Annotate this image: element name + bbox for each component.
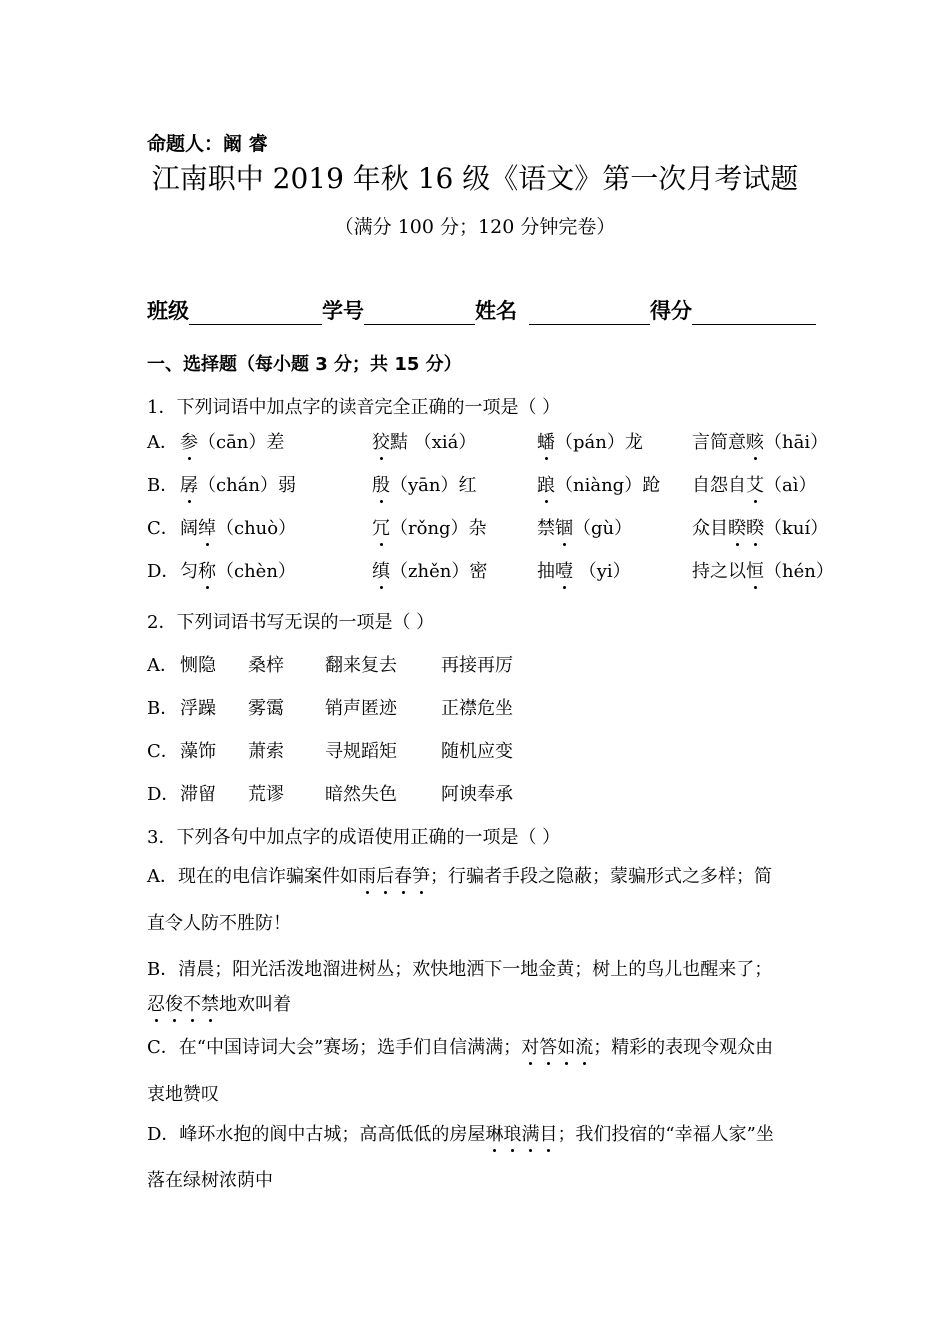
question-3-option-d: D．峰环水抱的阆中古城；高高低低的房屋琳琅满目；我们投宿的“幸福人家”坐 [147, 1124, 774, 1145]
option-label: A． [147, 432, 178, 453]
dotted-character: 蟠 [537, 432, 555, 453]
word-item: 阿谀奉承 [441, 784, 513, 805]
dotted-character: 参 [180, 432, 198, 453]
dotted-character: 睽睽 [728, 518, 764, 539]
option-label: B． [147, 475, 179, 496]
dotted-character: 孱 [180, 475, 198, 496]
word-pinyin-item: 匀称（chèn） [180, 561, 296, 582]
word-item: 恻隐 [180, 655, 216, 676]
score-blank[interactable] [692, 297, 816, 325]
option-label: D． [147, 561, 180, 582]
word-item: 萧索 [248, 741, 284, 762]
question-1-stem: 1．下列词语中加点字的读音完全正确的一项是（ ） [147, 397, 561, 418]
dotted-idiom: 琳琅满目 [485, 1124, 558, 1145]
dotted-character: 噎 [555, 561, 573, 582]
word-item: 荒谬 [248, 784, 284, 805]
name-label: 姓名 [475, 299, 517, 323]
word-pinyin-item: 参（cān）差 [180, 432, 285, 453]
dotted-character: 艾 [746, 475, 764, 496]
word-pinyin-item: 殷（yān）红 [372, 475, 477, 496]
dotted-character: 恒 [746, 561, 764, 582]
word-item: 翻来复去 [325, 655, 397, 676]
word-pinyin-item: 持之以恒（hén） [692, 561, 834, 582]
dotted-character: 锢 [555, 518, 573, 539]
dotted-character: 称 [198, 561, 216, 582]
class-label: 班级 [147, 299, 189, 323]
exam-title: 江南职中 2019 年秋 16 级《语文》第一次月考试题 [151, 162, 799, 195]
word-item: 再接再厉 [441, 655, 513, 676]
question-3-stem: 3．下列各句中加点字的成语使用正确的一项是（ ） [147, 827, 561, 848]
word-pinyin-item: 蟠（pán）龙 [537, 432, 643, 453]
student-info-line [147, 295, 816, 325]
question-3-option-a: A．现在的电信诈骗案件如雨后春笋；行骗者手段之隐蔽；蒙骗形式之多样；简 [147, 866, 772, 887]
score-label: 得分 [650, 299, 692, 323]
word-pinyin-item: 抽噎 （yi） [537, 561, 631, 582]
word-pinyin-item: 言简意赅（hāi） [692, 432, 829, 453]
question-3-option-d-cont: 落在绿树浓荫中 [147, 1170, 273, 1191]
question-3-option-b: B．清晨；阳光活泼地溜进树丛；欢快地洒下一地金黄；树上的鸟儿也醒来了； [147, 959, 773, 980]
dotted-character: 殷 [372, 475, 390, 496]
word-item: 雾霭 [248, 698, 284, 719]
dotted-character: 缜 [372, 561, 390, 582]
dotted-character: 狡 [372, 432, 390, 453]
class-blank[interactable] [189, 297, 322, 325]
dotted-idiom: 对答如流 [521, 1037, 594, 1058]
word-pinyin-item: 阔绰（chuò） [180, 518, 297, 539]
word-item: 浮躁 [180, 698, 216, 719]
word-pinyin-item: 自怨自艾（aì） [692, 475, 817, 496]
student-id-blank[interactable] [364, 297, 475, 325]
word-item: 正襟危坐 [441, 698, 513, 719]
question-3-option-a-cont: 直令人防不胜防！ [147, 913, 291, 934]
word-item: 桑梓 [248, 655, 284, 676]
word-pinyin-item: 孱（chán）弱 [180, 475, 296, 496]
option-label: C． [147, 741, 179, 762]
word-pinyin-item: 狡黠 （xiá） [372, 432, 477, 453]
dotted-idiom: 雨后春笋 [358, 866, 430, 887]
option-label: A． [147, 655, 178, 676]
dotted-character: 踉 [537, 475, 555, 496]
question-3-option-c: C．在“中国诗词大会”赛场；选手们自信满满；对答如流；精彩的表现令观众由 [147, 1037, 774, 1058]
option-label: C． [147, 518, 179, 539]
word-item: 暗然失色 [325, 784, 397, 805]
dotted-character: 冗 [372, 518, 390, 539]
name-blank[interactable] [529, 297, 650, 325]
word-item: 藻饰 [180, 741, 216, 762]
word-pinyin-item: 禁锢（gù） [537, 518, 633, 539]
word-pinyin-item: 缜（zhěn）密 [372, 561, 488, 582]
option-label: B． [147, 698, 179, 719]
dotted-character: 绰 [198, 518, 216, 539]
student-id-label: 学号 [322, 299, 364, 323]
word-item: 滞留 [180, 784, 216, 805]
word-pinyin-item: 冗（rǒng）杂 [372, 518, 487, 539]
dotted-idiom: 忍俊不禁 [147, 994, 219, 1015]
option-label: D． [147, 784, 180, 805]
dotted-character: 赅 [746, 432, 764, 453]
author-line: 命题人：阚 睿 [147, 133, 268, 155]
word-pinyin-item: 踉（niàng）跄 [537, 475, 661, 496]
word-item: 随机应变 [441, 741, 513, 762]
word-pinyin-item: 众目睽睽（kuí） [692, 518, 829, 539]
exam-subtitle: （满分 100 分；120 分钟完卷） [334, 216, 616, 238]
word-item: 寻规蹈矩 [325, 741, 397, 762]
question-3-option-b-cont: 忍俊不禁地欢叫着 [147, 994, 291, 1015]
word-item: 销声匿迹 [325, 698, 397, 719]
question-3-option-c-cont: 衷地赞叹 [147, 1084, 219, 1105]
question-2-stem: 2．下列词语书写无误的一项是（ ） [147, 612, 435, 633]
section-title: 一、选择题（每小题 3 分；共 15 分） [147, 354, 462, 375]
